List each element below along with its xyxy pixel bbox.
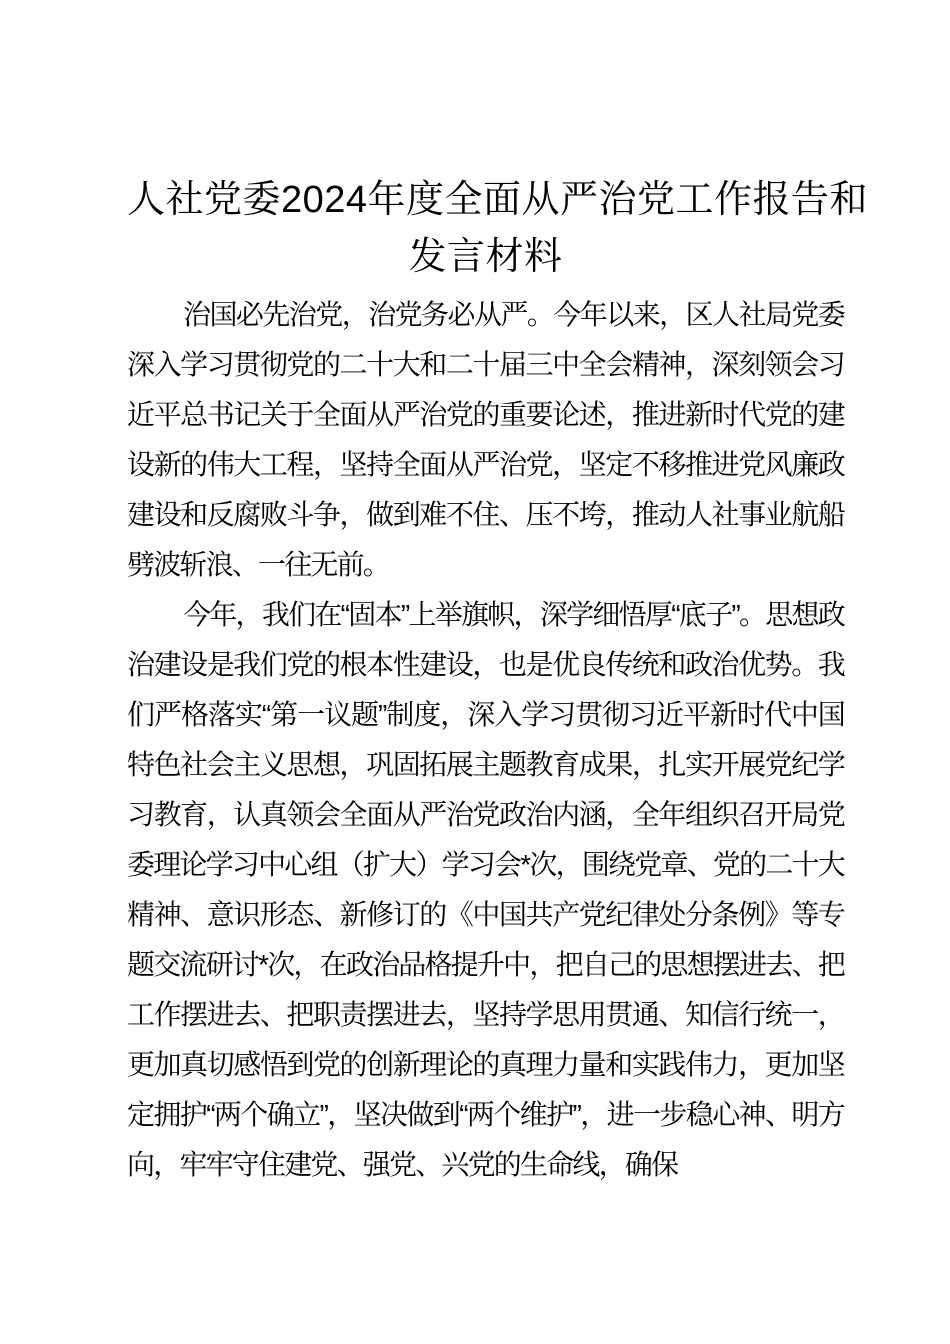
document-body [127, 290, 844, 1190]
paragraph-2: 今年，我们在“固本”上举旗帜，深学细悟厚“底子”。思想政治建设是我们党的根本性建设，也是优良传统和政治优势。我们严格落实“第一议题”制度，深入学习贯彻习近平新时代中国特色社会主义思想，巩固拓展主题教育成果，扎实开展党纪学习教育，认真领会全面从严治党政治内涵，全年组织召开局党委理论学习中心组（扩大）学习会*次，围绕党章、党的二十大精神、意识形态、新修订的《中国共产党纪律处分条例》等专题交流研讨*次，在政治品格提升中，把自己的思想摆进去、把工作摆进去、把职责摆进去，坚持学思用贯通、知信行统一，更加真切感悟到党的创新理论的真理力量和实践伟力，更加坚定拥护“两个确立”，坚决做到“两个维护”，进一步稳心神、明方向，牢牢守住建党、强党、兴党的生命线，确保 [127, 599, 844, 1180]
document-title [127, 172, 869, 286]
document-title-line-2: 发言材料 [408, 236, 563, 278]
document-title-line-1: 人社党委2024年度全面从严治党工作报告和 [127, 179, 869, 221]
paragraph-1: 治国必先治党，治党务必从严。今年以来，区人社局党委深入学习贯彻党的二十大和二十届三中全会精神，深刻领会习近平总书记关于全面从严治党的重要论述，推进新时代党的建设新的伟大工程，坚持全面从严治党，坚定不移推进党风廉政建设和反腐败斗争，做到难不住、压不垮，推动人社事业航船劈波斩浪、一往无前。 [127, 299, 844, 580]
